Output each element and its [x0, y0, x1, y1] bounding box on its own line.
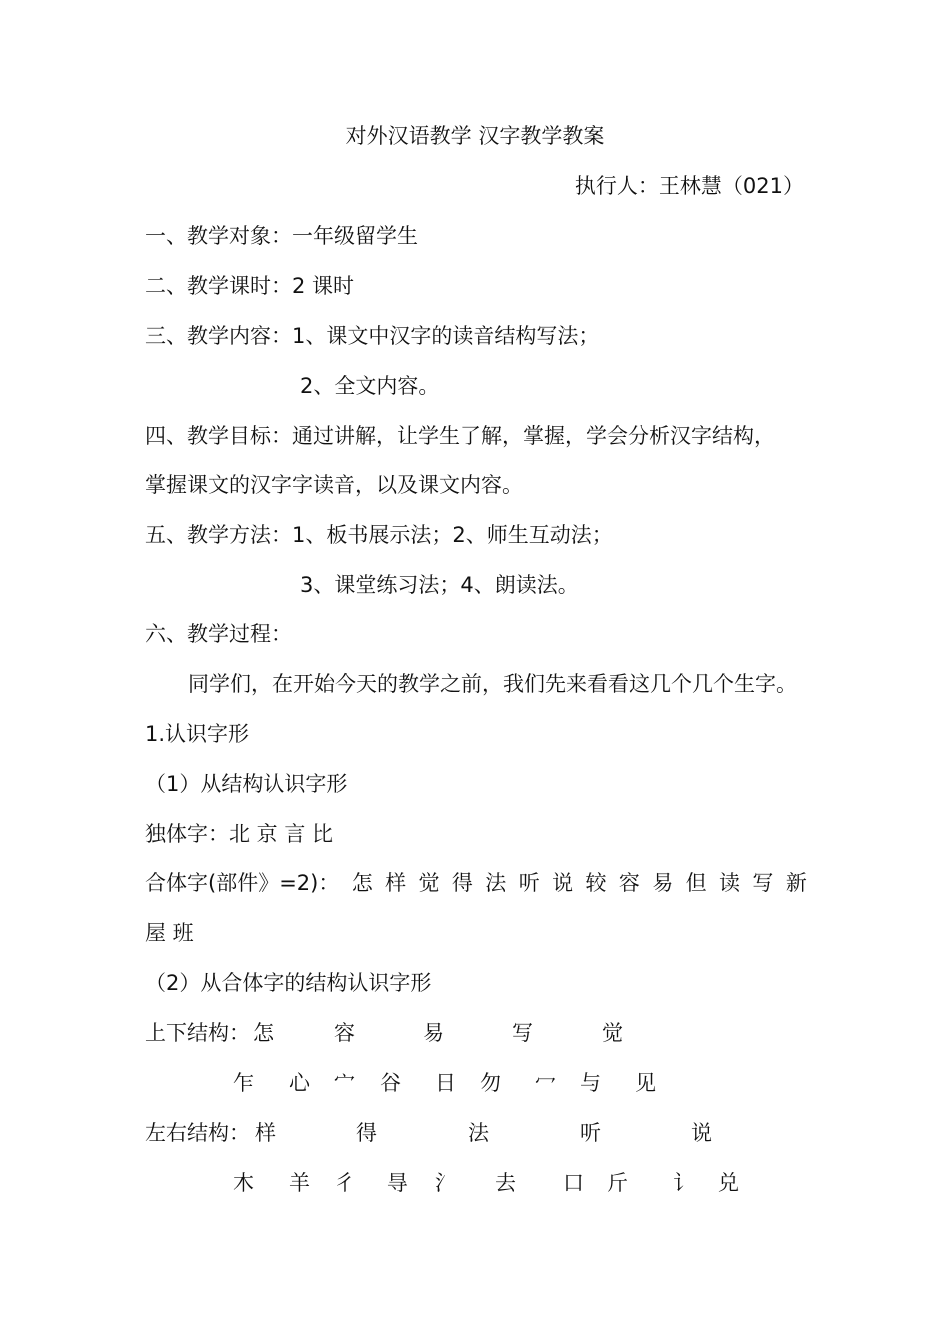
compound-char: 听: [518, 871, 540, 895]
author-line: 执行人：王林慧（021）: [574, 174, 804, 198]
component-char: 见: [635, 1071, 656, 1095]
step1-1-heading: （1）从结构认识字形: [145, 772, 348, 796]
compound-char: 读: [719, 871, 741, 895]
compound-label: 合体字(部件》=2)：: [145, 871, 340, 895]
component-char: 氵: [435, 1171, 456, 1195]
top-bottom-char: 易: [423, 1021, 444, 1045]
compound-char: 说: [552, 871, 574, 895]
component-char: 日: [435, 1071, 456, 1095]
component-char: 口: [563, 1171, 584, 1195]
left-right-char: 得: [356, 1121, 377, 1145]
component-char: 心: [289, 1071, 310, 1095]
compound-char: 写: [752, 871, 774, 895]
compound-characters-line: [145, 868, 807, 898]
section-method-continued: 3、课堂练习法；4、朗读法。: [300, 573, 579, 597]
compound-char: 较: [585, 871, 607, 895]
left-right-char: 听: [580, 1121, 601, 1145]
top-bottom-structure-row: [145, 1018, 665, 1048]
compound-char: 样: [385, 871, 407, 895]
left-right-parts-row: [233, 1168, 753, 1198]
component-char: 羊: [289, 1171, 310, 1195]
component-char: 去: [495, 1171, 516, 1195]
component-char: 斤: [607, 1171, 628, 1195]
section-goal: 四、教学目标：通过讲解，让学生了解，掌握，学会分析汉字结构，: [145, 424, 775, 448]
section-content-continued: 2、全文内容。: [300, 374, 440, 398]
compound-char: 得: [451, 871, 473, 895]
top-bottom-char: 觉: [602, 1021, 623, 1045]
left-right-structure-row: [145, 1118, 745, 1148]
compound-char: 易: [652, 871, 674, 895]
component-char: 宀: [334, 1071, 355, 1095]
component-char: 木: [233, 1171, 254, 1195]
compound-char: 容: [618, 871, 640, 895]
component-char: 讠: [673, 1171, 694, 1195]
intro-paragraph: 同学们，在开始今天的教学之前，我们先来看看这几个几个生字。: [188, 672, 797, 696]
compound-characters-continued: 屋 班: [145, 921, 194, 945]
top-bottom-label: 上下结构：: [145, 1021, 250, 1045]
top-bottom-char: 容: [334, 1021, 355, 1045]
step1-2-heading: （2）从合体字的结构认识字形: [145, 971, 432, 995]
compound-char: 觉: [418, 871, 440, 895]
compound-char: 怎: [351, 871, 373, 895]
left-right-label: 左右结构：: [145, 1121, 250, 1145]
component-char: 勿: [480, 1071, 501, 1095]
top-bottom-parts-row: [233, 1068, 673, 1098]
section-content: 三、教学内容：1、课文中汉字的读音结构写法；: [145, 324, 600, 348]
section-object: 一、教学对象：一年级留学生: [145, 224, 418, 248]
left-right-char: 样: [255, 1121, 276, 1145]
component-char: 兑: [718, 1171, 739, 1195]
left-right-char: 说: [691, 1121, 712, 1145]
component-char: 彳: [334, 1171, 355, 1195]
component-char: 与: [580, 1071, 601, 1095]
section-method: 五、教学方法：1、板书展示法；2、师生互动法；: [145, 523, 613, 547]
step1-heading: 1.认识字形: [145, 722, 250, 746]
document-title: 对外汉语教学 汉字教学教案: [345, 124, 605, 148]
component-char: 㝵: [387, 1171, 408, 1195]
component-char: 冖: [535, 1071, 556, 1095]
component-char: 乍: [233, 1071, 254, 1095]
compound-char: 法: [485, 871, 507, 895]
section-process: 六、教学过程：: [145, 622, 292, 646]
section-goal-continued: 掌握课文的汉字字读音，以及课文内容。: [145, 473, 523, 497]
compound-char: 但: [685, 871, 707, 895]
component-char: 谷: [380, 1071, 401, 1095]
section-hours: 二、教学课时：2 课时: [145, 274, 355, 298]
compound-char: 新: [785, 871, 807, 895]
left-right-char: 法: [468, 1121, 489, 1145]
top-bottom-char: 写: [512, 1021, 533, 1045]
top-bottom-char: 怎: [253, 1021, 274, 1045]
single-characters: 独体字：北 京 言 比: [145, 822, 334, 846]
